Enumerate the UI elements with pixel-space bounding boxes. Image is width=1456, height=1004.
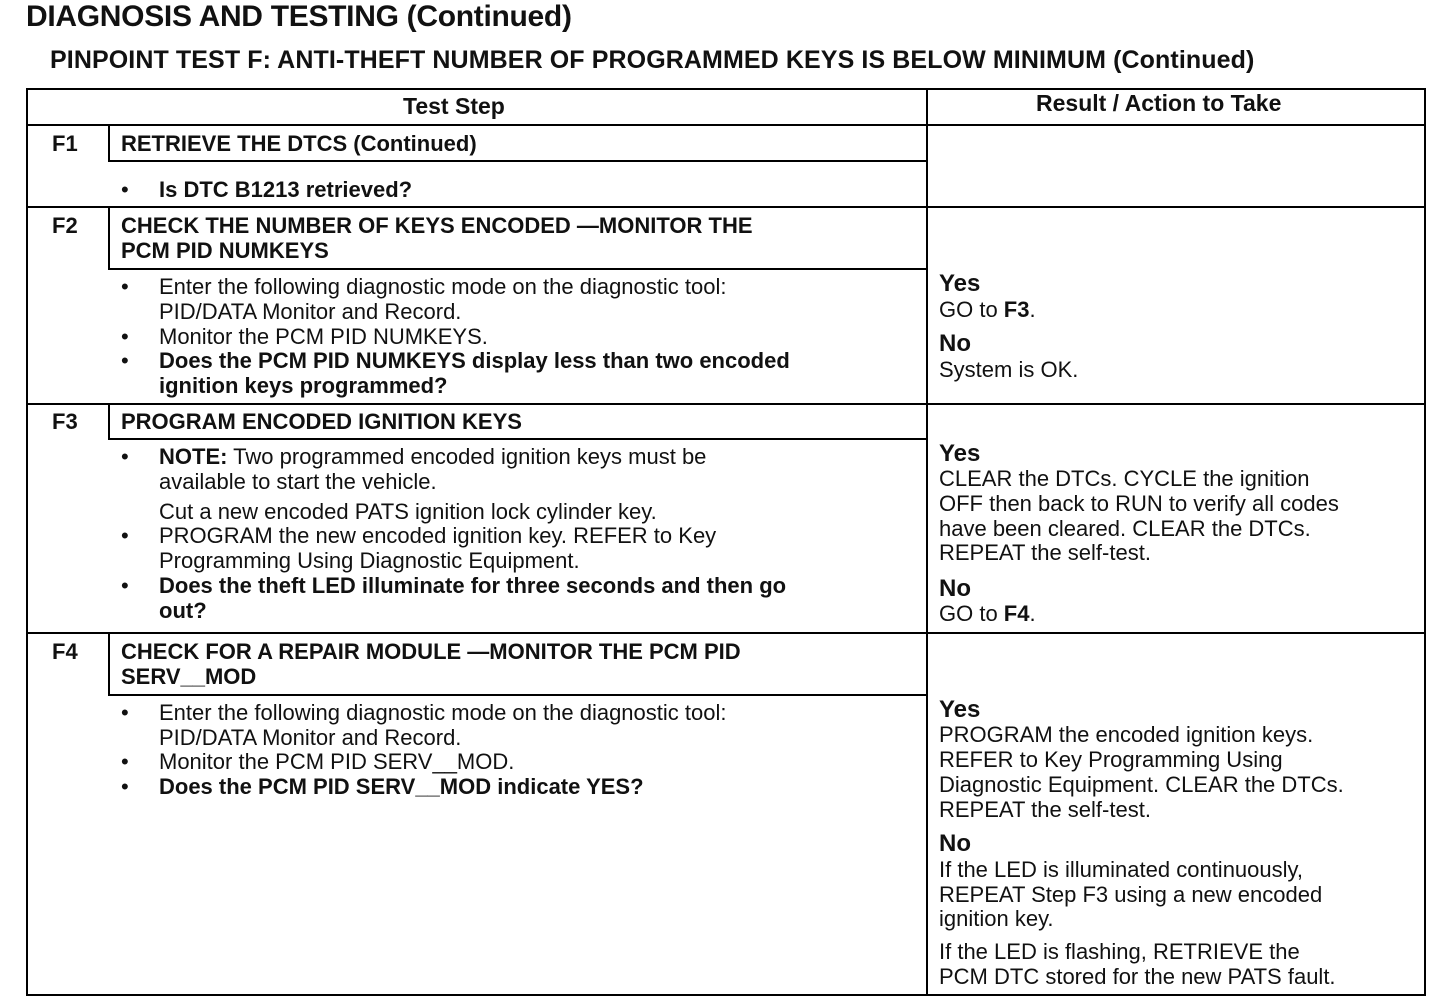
f1-title-rule: [108, 160, 926, 162]
step-id-f2: F2: [52, 213, 78, 238]
f2-question-line1: Does the PCM PID NUMKEYS display less than two encoded: [159, 348, 790, 373]
f1-question: Is DTC B1213 retrieved?: [159, 177, 413, 202]
f3-yes-line3: have been cleared. CLEAR the DTCs.: [939, 516, 1311, 541]
step-title-f3: PROGRAM ENCODED IGNITION KEYS: [121, 409, 522, 434]
f4-no-line4: If the LED is flashing, RETRIEVE the: [939, 939, 1300, 964]
f4-question: Does the PCM PID SERV__MOD indicate YES?: [159, 774, 644, 799]
f3-yes-line1: CLEAR the DTCs. CYCLE the ignition: [939, 466, 1310, 491]
f3-cut-key: Cut a new encoded PATS ignition lock cylinder key.: [159, 499, 657, 524]
f2-instruction-2: Monitor the PCM PID NUMKEYS.: [159, 324, 488, 349]
column-header-result: Result / Action to Take: [1036, 90, 1282, 116]
bullet: •: [121, 749, 129, 774]
f3-id-divider: [108, 403, 110, 438]
bullet: •: [121, 700, 129, 725]
f1-row-rule: [26, 206, 1426, 208]
bullet: •: [121, 274, 129, 299]
column-header-test-step: Test Step: [403, 93, 505, 119]
step-id-f3: F3: [52, 409, 78, 434]
bullet: •: [121, 348, 129, 373]
f2-instruction-1b: PID/DATA Monitor and Record.: [159, 299, 462, 324]
f3-question-line2: out?: [159, 598, 207, 623]
f3-no-label: No: [939, 575, 971, 602]
f4-yes-line2: REFER to Key Programming Using: [939, 747, 1283, 772]
f4-no-line1: If the LED is illuminated continuously,: [939, 857, 1303, 882]
pinpoint-test-subtitle: PINPOINT TEST F: ANTI-THEFT NUMBER OF PROGRAMMED KEYS IS BELOW MINIMUM (Continued): [50, 46, 1255, 74]
step-title-f1: RETRIEVE THE DTCS (Continued): [121, 131, 477, 156]
f4-yes-label: Yes: [939, 696, 981, 723]
step-title-f4-line1: CHECK FOR A REPAIR MODULE —MONITOR THE PCM PID: [121, 639, 741, 664]
f2-no-action: System is OK.: [939, 357, 1079, 382]
bullet: •: [121, 177, 129, 202]
f4-yes-line1: PROGRAM the encoded ignition keys.: [939, 722, 1314, 747]
f2-id-divider: [108, 206, 110, 268]
f4-title-rule: [108, 694, 926, 696]
f2-question-line2: ignition keys programmed?: [159, 373, 448, 398]
step-id-f1: F1: [52, 131, 78, 156]
f4-no-line5: PCM DTC stored for the new PATS fault.: [939, 964, 1336, 989]
f3-yes-line4: REPEAT the self-test.: [939, 540, 1151, 565]
bullet: •: [121, 324, 129, 349]
step-title-f2-line1: CHECK THE NUMBER OF KEYS ENCODED —MONITOR THE: [121, 213, 753, 238]
step-title-f2-line2: PCM PID NUMKEYS: [121, 238, 329, 263]
f3-title-rule: [108, 438, 926, 440]
f3-question-line1: Does the theft LED illuminate for three seconds and then go: [159, 573, 787, 598]
f3-yes-label: Yes: [939, 440, 981, 467]
f4-no-line3: ignition key.: [939, 906, 1054, 931]
f4-no-label: No: [939, 830, 971, 857]
f4-instruction-1a: Enter the following diagnostic mode on the diagnostic tool:: [159, 700, 727, 725]
table-header-rule: [26, 124, 1426, 126]
f4-id-divider: [108, 632, 110, 694]
f3-no-action: GO to F4.: [939, 601, 1036, 626]
f3-yes-line2: OFF then back to RUN to verify all codes: [939, 491, 1339, 516]
step-id-f4: F4: [52, 639, 78, 664]
step-title-f4-line2: SERV__MOD: [121, 664, 257, 689]
f3-program-line1: PROGRAM the new encoded ignition key. REFER to Key: [159, 523, 717, 548]
f3-note-line2: available to start the vehicle.: [159, 469, 437, 494]
f2-yes-action: GO to F3.: [939, 297, 1036, 322]
f2-yes-label: Yes: [939, 270, 981, 297]
f3-row-rule: [26, 632, 1426, 634]
f1-id-divider: [108, 124, 110, 160]
page-title: DIAGNOSIS AND TESTING (Continued): [26, 0, 572, 33]
f4-yes-line4: REPEAT the self-test.: [939, 797, 1151, 822]
bullet: •: [121, 444, 129, 469]
bullet: •: [121, 523, 129, 548]
f4-instruction-2: Monitor the PCM PID SERV__MOD.: [159, 749, 515, 774]
f2-instruction-1a: Enter the following diagnostic mode on the diagnostic tool:: [159, 274, 727, 299]
f3-program-line2: Programming Using Diagnostic Equipment.: [159, 548, 580, 573]
f4-instruction-1b: PID/DATA Monitor and Record.: [159, 725, 462, 750]
f2-row-rule: [26, 403, 1426, 405]
column-divider: [926, 88, 928, 996]
f4-yes-line3: Diagnostic Equipment. CLEAR the DTCs.: [939, 772, 1344, 797]
bullet: •: [121, 774, 129, 799]
bullet: •: [121, 573, 129, 598]
f2-no-label: No: [939, 330, 971, 357]
f4-no-line2: REPEAT Step F3 using a new encoded: [939, 882, 1323, 907]
f2-title-rule: [108, 268, 926, 270]
f3-note-line1: NOTE: Two programmed encoded ignition keys must be: [159, 444, 707, 469]
